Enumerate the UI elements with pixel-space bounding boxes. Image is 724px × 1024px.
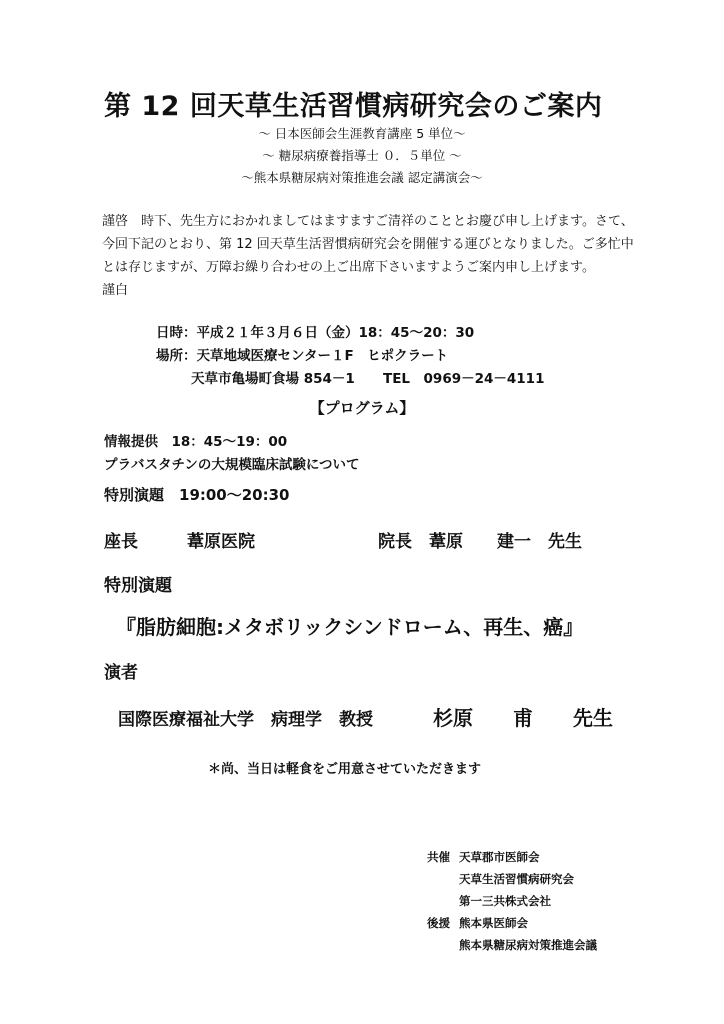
subtitle-1: ～ 日本医師会生涯教育講座 5 単位～ bbox=[258, 126, 466, 141]
chair-role: 座長 bbox=[104, 532, 138, 552]
cohost-3: 第一三共株式会社 bbox=[459, 894, 551, 908]
greeting-line-3: とは存じますが、万障お繰り合わせの上ご出席下さいますようご案内申し上げます。 bbox=[102, 260, 595, 275]
special-lecture-time: 特別演題 19:00～20:30 bbox=[104, 486, 290, 504]
event-address: 天草市亀場町食場 854－1 bbox=[191, 371, 355, 387]
chair-clinic: 葦原医院 bbox=[187, 532, 255, 552]
subtitle-3: ～熊本県糖尿病対策推進会議 認定講演会～ bbox=[241, 170, 483, 185]
chair-name: 院長 葦原 建一 先生 bbox=[378, 532, 582, 552]
info-session-topic: プラバスタチンの大規模臨床試験について bbox=[104, 457, 360, 473]
greeting-line-1: 謹啓 時下、先生方におかれましてはますますご清祥のこととお慶び申し上げます。さて、 bbox=[102, 214, 634, 229]
special-lecture-heading: 特別演題 bbox=[104, 576, 172, 596]
lecture-title: 『脂肪細胞:メタボリックシンドローム、再生、癌』 bbox=[116, 615, 584, 639]
event-datetime: 日時：平成２１年３月６日（金）18：45～20：30 bbox=[156, 325, 475, 341]
speaker-heading: 演者 bbox=[104, 663, 138, 683]
speaker-affiliation: 国際医療福祉大学 病理学 教授 bbox=[118, 710, 373, 730]
event-tel: TEL 0969－24－4111 bbox=[383, 371, 545, 387]
cohost-label: 共催 bbox=[427, 850, 450, 864]
page-title: 第 12 回天草生活習慣病研究会のご案内 bbox=[104, 91, 603, 122]
greeting-line-2: 今回下記のとおり、第 12 回天草生活習慣病研究会を開催する運びとなりました。ご多忙中 bbox=[102, 237, 634, 252]
info-session-label: 情報提供 18：45～19：00 bbox=[104, 434, 288, 450]
subtitle-2: ～ 糖尿病療養指導士 ０．５単位 ～ bbox=[262, 148, 462, 163]
support-label: 後援 bbox=[427, 916, 450, 930]
supporter-1: 熊本県医師会 bbox=[459, 916, 528, 930]
greeting-line-4: 謹白 bbox=[102, 283, 129, 298]
cohost-1: 天草郡市医師会 bbox=[459, 850, 540, 864]
refreshment-note: ＊尚、当日は軽食をご用意させていただきます bbox=[208, 762, 482, 777]
supporter-2: 熊本県糖尿病対策推進会議 bbox=[459, 938, 597, 952]
event-place: 場所：天草地域医療センター１F ヒポクラート bbox=[156, 348, 449, 364]
program-heading: 【プログラム】 bbox=[309, 399, 415, 417]
speaker-name: 杉原 甫 先生 bbox=[433, 706, 613, 730]
cohost-2: 天草生活習慣病研究会 bbox=[459, 872, 574, 886]
